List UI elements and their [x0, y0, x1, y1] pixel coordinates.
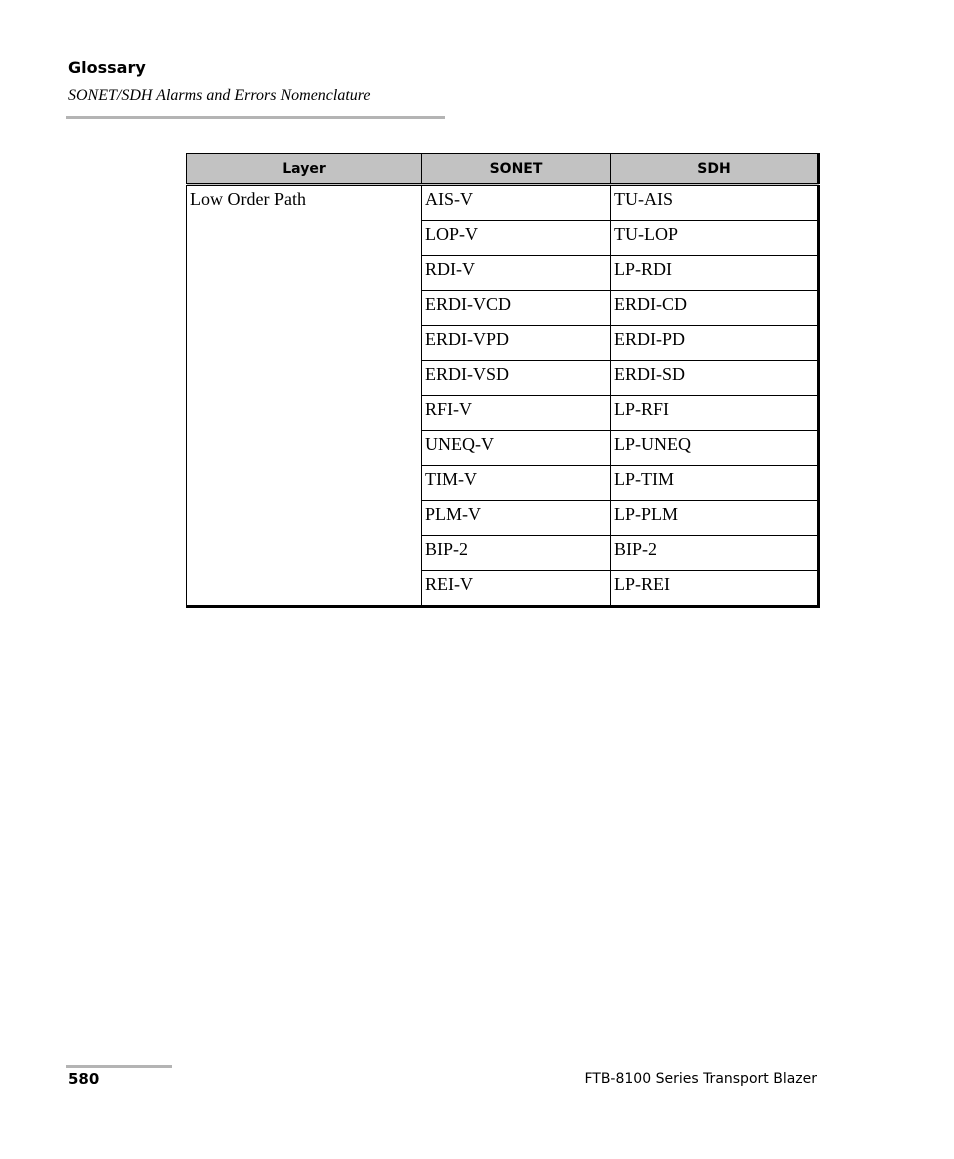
sdh-cell: ERDI-SD: [611, 361, 819, 396]
sdh-cell: LP-TIM: [611, 466, 819, 501]
sonet-cell: ERDI-VCD: [422, 291, 611, 326]
sdh-cell: LP-RFI: [611, 396, 819, 431]
sdh-cell: LP-RDI: [611, 256, 819, 291]
column-header-sonet: SONET: [422, 154, 611, 185]
sdh-cell: ERDI-PD: [611, 326, 819, 361]
sdh-cell: LP-UNEQ: [611, 431, 819, 466]
sonet-cell: RFI-V: [422, 396, 611, 431]
sdh-cell: BIP-2: [611, 536, 819, 571]
nomenclature-table: [186, 153, 820, 608]
sonet-cell: ERDI-VSD: [422, 361, 611, 396]
sdh-cell: ERDI-CD: [611, 291, 819, 326]
sonet-cell: ERDI-VPD: [422, 326, 611, 361]
layer-cell: Low Order Path: [187, 185, 422, 607]
table-header-row: [187, 154, 819, 185]
sdh-cell: LP-REI: [611, 571, 819, 607]
footer-rule: [66, 1065, 172, 1068]
page-number: 580: [68, 1070, 100, 1088]
sonet-cell: LOP-V: [422, 221, 611, 256]
sonet-cell: BIP-2: [422, 536, 611, 571]
header-rule: [66, 116, 445, 119]
sonet-cell: RDI-V: [422, 256, 611, 291]
product-name: FTB-8100 Series Transport Blazer: [584, 1071, 817, 1087]
table-row: [187, 185, 819, 221]
sdh-cell: TU-LOP: [611, 221, 819, 256]
section-title: Glossary: [68, 58, 146, 77]
sonet-cell: AIS-V: [422, 185, 611, 221]
column-header-layer: Layer: [187, 154, 422, 185]
sdh-cell: LP-PLM: [611, 501, 819, 536]
section-subtitle: SONET/SDH Alarms and Errors Nomenclature: [68, 87, 371, 104]
table-body: [187, 185, 819, 607]
sonet-cell: REI-V: [422, 571, 611, 607]
sonet-cell: PLM-V: [422, 501, 611, 536]
sdh-cell: TU-AIS: [611, 185, 819, 221]
sonet-cell: TIM-V: [422, 466, 611, 501]
sonet-cell: UNEQ-V: [422, 431, 611, 466]
nomenclature-table-wrapper: [186, 153, 820, 608]
column-header-sdh: SDH: [611, 154, 819, 185]
